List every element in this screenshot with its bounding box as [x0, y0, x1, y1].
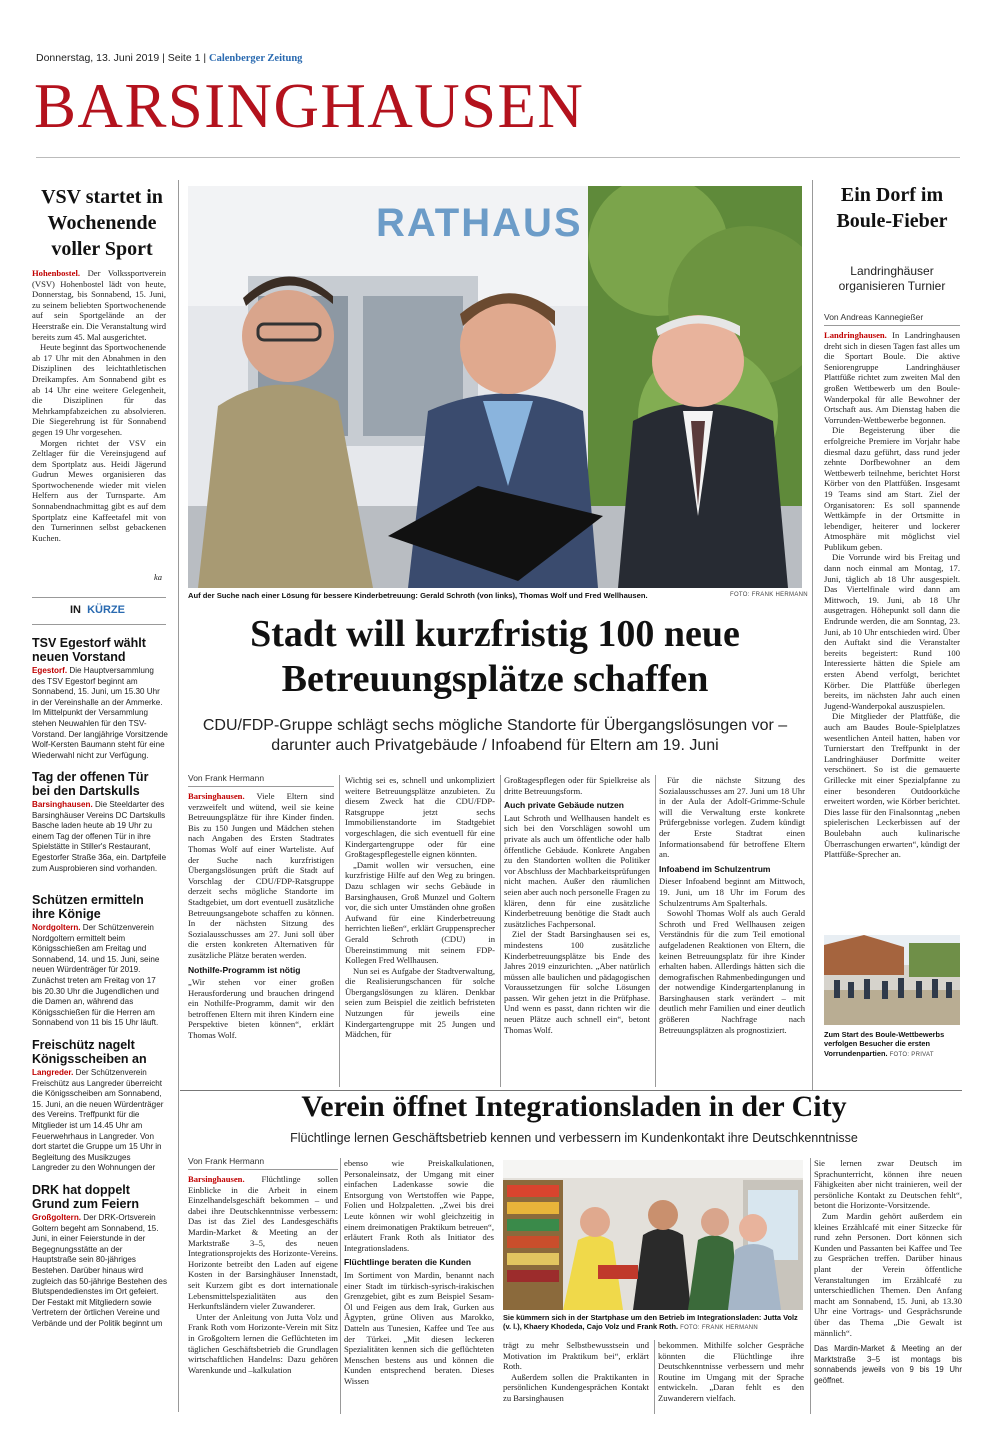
brief-body: Der DRK-Ortsverein Goltern begeht am Sonnabend, 15. Juni, in einer Feierstunde in der Begegnungsstätte an der Hauptstraße sein 80-jähriges Bestehen. Darüber hinaus wird zugleich das 50-jährige Bestehen des Blutspendedienstes im Ort gefeiert. Der Festakt mit Mitgliedern sowie Vertretern der örtlichen Vereine und Verbände und der Politik beginnt um	[32, 1213, 167, 1328]
shop-caption-text: Sie kümmern sich in der Startphase um den Betrieb im Integrationsladen: Jutta Volz (v. l.), Khaery Khodeda, Cajo Volz und Frank Roth.	[503, 1313, 798, 1332]
main-photo-caption: Auf der Suche nach einer Lösung für bessere Kinderbetreuung: Gerald Schroth (von links), Thomas Wolf und Fred Wellhausen.	[188, 591, 648, 600]
in-text: IN	[70, 604, 81, 616]
col-divider	[500, 775, 501, 1087]
vsv-signature: ka	[154, 572, 163, 582]
second-col4-p3: Das Mardin-Market & Meeting an der Marktstraße 3–5 ist montags bis sonnabends jeweils von 9 bis 19 Uhr geöffnet.	[814, 1344, 962, 1385]
second-headline: Verein öffnet Integrationsladen in der City	[301, 1090, 847, 1123]
boule-p4: Die Mitglieder der Plattfüße, die auch am Baudes Boule-Spielplatzes wesentlichen Anteil hatten, haben vor Turnierstart den Treffpunkt in der Landringhäuser Dorfmitte weiter verschönert. So ist die gemauerte Grillecke mit einer Spezialpfanne zu einer besonderen Outdoorküche erweitert worden, wie Körber berichtet. Dies lasse für den Finalsonntag „neben spielerischen Leckerbissen auf der Boulebahn auch kulinarische Überraschungen erwarten“, kündigt der Plattfüße-Sprecher an.	[824, 711, 960, 860]
second-col3a-p2: Außerdem sollen die Praktikanten in persönlichen Kundengesprächen Kontakt zu Barsinghausen	[503, 1371, 649, 1403]
second-col2-body: ebenso wie Preiskalkulationen, Personaleinsatz, der Umgang mit einer einfachen Ladenkasse sowie die Entsorgung von Wertstoffen wie Pappe, Folien und Holzpaletten. „Zwei bis drei Leute können wir wohl gleichzeitig in einem dreimonatigen Praktikum betreuen“, erläutert Frank Roth als Initiator des Integrationsladens.	[344, 1158, 494, 1253]
brief-text	[32, 1068, 168, 1174]
main-col1-text	[188, 791, 334, 1041]
newspaper-name: Calenberger Zeitung	[209, 53, 303, 64]
main-col2-p2: „Damit wollen wir versuchen, eine kurzfristige Hilfe auf den Weg zu bringen. Dazu schlagen wir sechs Gebäude in Barsinghausen, Groß Munzel und Goltern vor, die sich unter Umständen ohne großen Aufwand für eine Kinderbetreuung herrichten ließen“, erklärt Gruppensprecher Gerald Schroth (CDU) in Übereinstimmung mit seinem FDP-Kollegen Fred Wellhausen.	[345, 859, 495, 966]
second-col3b-body: bekommen. Mithilfe solcher Gespräche könnten die Flüchtlinge ihre Deutschkenntnisse verbessern und mehr Routine im Umgang mit der Sprache entwickeln. „Daran fehlt es den Zuwanderern vielfach.	[658, 1340, 804, 1403]
boule-photo	[824, 935, 960, 1025]
brief-headline: TSV Egestorf wählt neuen Vorstand	[32, 636, 146, 664]
brief-text	[32, 1213, 168, 1330]
brief-body: Die Steeldarter des Barsinghäuser Vereins DC Dartskulls Basche laden heute ab 19 Uhr zu einem Tag der offenen Tür in ihre Spielstätte in Stiller's Restaurant, Egestorfer Straße 36a, ein. Dartpfeile zum Ausprobieren sind vorhanden.	[32, 800, 167, 873]
page-title: BARSINGHAUSEN	[34, 71, 585, 141]
main-col1-body2: „Wir stehen vor einer großen Herausforderung und brauchen dringend ein Nothilfe-Programm, damit wir den betroffenen Eltern mit ihren Kindern eine Perspektive bieten können“, erklärt Thomas Wolf.	[188, 977, 334, 1041]
second-col-2	[344, 1158, 494, 1414]
header-rule	[36, 157, 960, 158]
second-col4-body: Sie lernen zwar Deutsch im Sprachunterricht, können ihre neuen Fähigkeiten aber nicht trainieren, weil der persönliche Kontakt zu Deutschen fehlt“, betont die Horizonte-Vorsitzende.	[814, 1158, 962, 1211]
vsv-headline: VSV startet in Wochenende voller Sport	[41, 186, 163, 260]
boule-photo-caption	[824, 1030, 960, 1060]
boule-p2: Die Begeisterung über die erfolgreiche Premiere im Vorjahr habe diesmal dazu geführt, dass rund jeder zehnte Dorfbewohner an dem Wettbewerb teilnehme, berichtet Horst Körber von den Plattfüßen. Insgesamt 19 Teams sind am Start. Ziel der Organisatoren: Es soll spannende Wettkämpfe in der Ortsmitte in lebendiger, heiterer und lockerer Atmosphäre mit möglichst viel Publikum geben.	[824, 425, 960, 552]
main-col3-p2: Laut Schroth und Wellhausen handelt es sich bei den Vorschlägen sowohl um private als auch um öffentliche oder halb öffentliche Gebäude. Konkrete Angaben zu den Standorten wollten die Politiker vor Abschluss der Machbarkeitsprüfungen nicht machen. Außer den räumlichen seien aber auch noch personelle Fragen zu klären, denn für eine zusätzliche Kinderbetreuung benötige die Stadt auch zusätzliches Fachpersonal.	[504, 812, 650, 929]
second-col-4	[814, 1158, 962, 1414]
main-subheading-1: Nothilfe-Programm ist nötig	[188, 964, 301, 975]
main-col-1	[188, 773, 334, 1085]
main-col1-body: Viele Eltern sind verzweifelt und wütend, weil sie keine Betreuungsplätze für ihre Kinder finden. Bis zu 150 Jungen und Mädchen stehen nach Angaben des Ersten Stadtrates Thomas Wolf auf einer Warteliste. Auf der Suche nach kurzfristigen Übergangslösungen prüft die Stadt auf Vorschlag der CDU/FDP-Ratsgruppe derzeit sechs mögliche Standorte im Stadtgebiet, um dort eventuell zusätzliche Betreuungsangebote schaffen zu können. In der nächsten Sitzung des Sozialausschusses am 27. Juni soll über die ersten konkreten Alternativen für zusätzliche Plätze beraten werden.	[188, 791, 334, 960]
brief-list	[32, 636, 168, 1408]
main-col4-p3: Sowohl Thomas Wolf als auch Gerald Schroth und Fred Wellhausen zeigen Verständnis für die zum Teil emotional aufgeladenen Reaktionen von Eltern, die keinen Betreuungsplatz für ihre Kinder erhalten haben. Allerdings hätten sich die demografischen Rahmenbedingungen und der notwendige Kindergartenplanung in Barsinghausen stark verändert – mit deutlich mehr Familien und einer deutlich größeren Nachfrage nach Betreuungsplätzen als prognostiziert.	[659, 908, 805, 1035]
main-location: Barsinghausen.	[188, 791, 245, 801]
brief-item	[32, 1183, 168, 1330]
brief-location: Großgoltern.	[32, 1213, 82, 1222]
date-line	[36, 52, 302, 64]
col-divider	[340, 1158, 341, 1414]
col-divider	[654, 1340, 655, 1414]
boule-p1: In Landringhausen dreht sich in diesen Tagen fast alles um die Sportart Boule. Die aktive Seniorengruppe Landringhäuser Plattfüße richtet zum zweiten Mal den großen Wettbewerb um den Boule-Wanderpokal für alle Bewohner der Ortschaft aus. Am Dienstag haben die Vorrunden-Wettbewerbe begonnen.	[824, 330, 960, 425]
date-text: Donnerstag, 13. Juni 2019 | Seite 1 |	[36, 52, 207, 64]
brief-item	[32, 636, 168, 761]
second-col2-p2: Im Sortiment von Mardin, benannt nach einer Stadt im türkisch-syrisch-irakischen Grenzgebiet, gibt es zum Beispiel Sesam-Öl und Feigen aus dem Irak, Gurken aus Ägypten, grüne Oliven aus Marokko, Datteln aus Tunesien, Kaffee und Tee aus der Türkei. „Mit diesen leckeren Spezialitäten kennen sich die geflüchteten Menschen bestens aus und können die Kunden entsprechend beraten. Dieses Wissen	[344, 1269, 494, 1386]
shop-photo-illustration	[503, 1160, 803, 1310]
photo-sign: RATHAUS	[376, 201, 583, 245]
boule-p3: Die Vorrunde wird bis Freitag und dann noch einmal am Montag, 17. Juni, täglich ab 18 Uhr ausgespielt. Das Viertelfinale wird dann am Mittwoch, 19. Juni, ab 18 Uhr ausgetragen. Höhepunkt soll dann die Endrunde werden, die am Sonntag, 23. Juni, ab 10 Uhr entschieden wird. Über den Auftakt sind die Veranstalter bereits begeistert: Rund 100 Interessierte hätten die Spiele am ersten Abend verfolgt, berichtet Körber. Die Plattfüße überlegen bereits, im nächsten Jahr auch einen Jugend-Wanderpokal auszuspielen.	[824, 552, 960, 711]
brief-text	[32, 800, 168, 884]
second-byline: Von Frank Hermann	[188, 1156, 338, 1170]
brief-headline: Tag der offenen Tür bei den Dartskulls	[32, 770, 149, 798]
brief-body: Die Hauptversammlung des TSV Egestorf beginnt am Sonnabend, 15. Juni, um 15.30 Uhr in der Vereinshalle an der Ammerke. Im Mittelpunkt der Versammlung stehen Neuwahlen für den TSV-Vorstand. Der langjährige Vorsitzende Wolf-Kersten Baumann steht für eine Wiederwahl nicht zur Verfügung.	[32, 666, 168, 760]
boule-byline: Von Andreas Kannegießer	[824, 312, 960, 326]
second-col1-text	[188, 1174, 338, 1375]
boule-caption-text: Zum Start des Boule-Wettbewerbs verfolgen Besucher die ersten Vorrundenpartien.	[824, 1030, 945, 1058]
shop-photo	[503, 1160, 803, 1310]
brief-headline: DRK hat doppelt Grund zum Feiern	[32, 1183, 139, 1211]
second-col1-p2: Unter der Anleitung von Jutta Volz und Frank Roth vom Horizonte-Verein mit Sitz in Großgoltern lernen die Geflüchteten im täglichen Geschäftsbetrieb die Grundlagen wirtschaftlichen Handelns: Dazu gehören Warenkunde und –kalkulation	[188, 1311, 338, 1375]
photo-illustration	[188, 186, 802, 588]
brief-location: Nordgoltern.	[32, 923, 81, 932]
second-subheading: Flüchtlinge beraten die Kunden	[344, 1257, 472, 1268]
second-location: Barsinghausen.	[188, 1174, 245, 1184]
boule-photo-illustration	[824, 935, 960, 1025]
second-col-3a	[503, 1340, 649, 1414]
main-subheading-2: Auch private Gebäude nutzen	[504, 800, 624, 811]
brief-text	[32, 666, 168, 761]
second-col1-body: Flüchtlinge sollen Einblicke in die Arbeit in einem Einzelhandelsgeschäft bekommen – und dabei ihre Deutschkenntnisse verbessern: Das ist das Ziel des Landesgeschäfts Mardin-Market & Meeting an der Marktstraße 3–5, des neuen Integrationsprojekts des Horizonte-Vereins. Horizonte betreibt den Laden auf eigene Kosten in der Barsinghäuser Innenstadt, seit Kurzem gibt es dort internationale Lebensmittelspezialitäten aus den Herkunftsländern vieler Zuwanderer.	[188, 1174, 338, 1312]
right-divider	[812, 180, 813, 1090]
brief-text	[32, 923, 168, 1029]
main-col2-body: Wichtig sei es, schnell und unkompliziert weitere Betreuungsplätze anzubieten. Zu diesem Zweck hat die CDU/FDP-Ratsgruppe jetzt sechs Immobilienstandorte im Stadtgebiet vorgeschlagen, die sich eventuell für eine Kindergartengruppe oder für eine Großtagespflegestelle eignen könnten.	[345, 775, 495, 860]
brief-item	[32, 893, 168, 1029]
brief-headline: Freischütz nagelt Königsscheiben an	[32, 1038, 147, 1066]
brief-location: Egestorf.	[32, 666, 68, 675]
boule-article	[824, 312, 960, 925]
brief-body: Der Schützenverein Freischütz aus Langreder überreicht die Königsscheiben am Sonnabend, 15. Juni, an die neuen Würdenträger des Vereins. Treffpunkt für die Mitglieder ist um 14.45 Uhr am Feuerwehrhaus in Langreder. Von dort startet die Gruppe um 15 Uhr in Begleitung des Musikzuges Langreder zu den Wohnungen der	[32, 1068, 164, 1173]
main-col-2	[345, 775, 495, 1087]
col-divider	[655, 775, 656, 1087]
brief-body: Der Schützenverein Nordgoltern ermittelt beim Königsschießen am Freitag und Sonnabend, 14. und 15. Juni, seine neuen Würdenträger für 2019. Zunächst treten am Freitag von 17 bis 20.30 Uhr die Jugendlichen und die Damen an, während das Königsschießen für die Herren am Sonnabend von 11 bis 15 Uhr läuft.	[32, 923, 160, 1028]
main-photo-credit: FOTO: FRANK HERMANN	[730, 592, 808, 598]
main-col2-p3: Nun sei es Aufgabe der Stadtverwaltung, die Realisierungschancen für solche Übergangslösungen zu klären. Denkbar seien zum Beispiel die zeitlich befristeten Nutzungen für jeweils eine Kindergartengruppe mit 25 Jungen und Mädchen, für	[345, 965, 495, 1040]
in-kurze-label	[70, 604, 125, 616]
second-col-1	[188, 1156, 338, 1414]
col-divider	[810, 1158, 811, 1414]
left-divider	[178, 180, 179, 1412]
brief-item	[32, 770, 168, 884]
main-col-4	[659, 775, 805, 1087]
vsv-p3: Morgen richtet der VSV ein Zeltlager für die Vereinsjugend auf dem Sportplatz aus. Heidi Jägerund Gudrun Mewes organisieren das Sportwochenende wieder mit vielen Helfern aus der Turnsparte. Am Sonnabendnachmittag gibt es auf dem Sportplatz eine Kaffeetafel mit von den Turnerinnen selbst gebackenen Kuchen.	[32, 437, 166, 543]
brief-location: Langreder.	[32, 1068, 74, 1077]
boule-photo-credit: FOTO: PRIVAT	[889, 1051, 934, 1058]
kurze-text: KÜRZE	[87, 604, 125, 616]
main-col3-p3: Ziel der Stadt Barsinghausen sei es, mindestens 100 zusätzliche Kinderbetreuungsplätze bis Ende des Jahres 2019 einzurichten. „Aber natürlich müssen alle baulichen und pädagogischen Voraussetzungen für solche Lösungen passen. Wir gehen jetzt in die Prüfphase. Und wenn es passt, dann richten wir die neuen Plätze auch schnell ein“, betont Thomas Wolf.	[504, 929, 650, 1035]
brief-headline: Schützen ermitteln ihre Könige	[32, 893, 144, 921]
vsv-article	[32, 268, 166, 583]
second-col3a-body: trägt zu mehr Selbstbewusstsein und Motivation im Praktikum bei“, erklärt Roth.	[503, 1340, 649, 1372]
second-subhead: Flüchtlinge lernen Geschäftsbetrieb kennen und verbessern im Kundenkontakt ihre Deutschkenntnisse	[290, 1131, 858, 1145]
main-subheading-3: Infoabend im Schulzentrum	[659, 863, 771, 874]
vsv-location: Hohenbostel.	[32, 268, 80, 278]
boule-subhead: Landringhäuser organisieren Turnier	[838, 264, 946, 293]
kurze-rule-2	[32, 624, 166, 625]
main-col3-body: Großtagespflegen oder für Spielkreise als dritte Betreuungsform.	[504, 775, 650, 796]
second-col4-p2: Zum Mardin gehört außerdem ein kleines Erzählcafé mit einer Sitzecke für rund zehn Personen. Dort können sich Kunden und Passanten bei Kaffee und Tee zu Gesprächen treffen. Darüber hinaus plant der Verein öffentliche Veranstaltungen im Erzählcafé zu unterschiedlichen Themen. Den Anfang macht am Sonnabend, 15. Juni, ab 13.30 Uhr eine Vortrags- und Gesprächsrunde über das Thema „Die Gewalt ist männlich“.	[814, 1210, 962, 1338]
brief-item	[32, 1038, 168, 1174]
vsv-p2: Heute beginnt das Sportwochenende ab 17 Uhr mit den Abnahmen in den Disziplinen des leichtathletischen Dreikampfes. Am Sonnabend gibt es ab 14 Uhr eine weitere Gelegenheit, die Disziplinen für das Mehrkampfabzeichen zu absolvieren. Die Siegerehrung ist für Sonnabend gegen 19 Uhr vorgesehen.	[32, 342, 166, 437]
main-col-3	[504, 775, 650, 1087]
kurze-rule	[32, 597, 166, 598]
main-photo	[188, 186, 802, 588]
col-divider	[339, 775, 340, 1087]
boule-headline: Ein Dorf im Boule-Fieber	[836, 184, 948, 232]
boule-location: Landringhausen.	[824, 330, 887, 340]
boule-text	[824, 330, 960, 860]
main-subhead: CDU/FDP-Gruppe schlägt sechs mögliche Standorte für Übergangslösungen vor – darunter auch Privatgebäude / Infoabend für Eltern am 19. Juni	[202, 717, 788, 754]
shop-photo-caption	[503, 1313, 803, 1334]
main-headline: Stadt will kurzfristig 100 neue Betreuungsplätze schaffen	[250, 613, 740, 700]
second-col-3b	[658, 1340, 804, 1414]
shop-photo-credit: FOTO: FRANK HERMANN	[680, 1325, 759, 1332]
main-col4-p2: Dieser Infoabend beginnt am Mittwoch, 19. Juni, um 18 Uhr im Forum des Schulzentrums Am Spalterhals.	[659, 876, 805, 908]
vsv-p1: Der Volkssportverein (VSV) Hohenbostel lädt von heute, Donnerstag, bis Sonnabend, 15. Juni, zu seinem beliebten Sportwochenende auf sein Sportgelände an der Heerstraße ein. Die Veranstaltung wird bereits zum 45. Mal ausgerichtet.	[32, 268, 166, 342]
brief-location: Barsinghausen.	[32, 800, 93, 809]
main-byline: Von Frank Hermann	[188, 773, 334, 787]
main-col4-body: Für die nächste Sitzung des Sozialausschusses am 27. Juni um 18 Uhr in der Aula der Adolf-Grimme-Schule will die Verwaltung erste konkrete Prüfergebnisse vorlegen. Zudem kündigt der Erste Stadtrat einen Informationsabend für betroffene Eltern an.	[659, 775, 805, 860]
